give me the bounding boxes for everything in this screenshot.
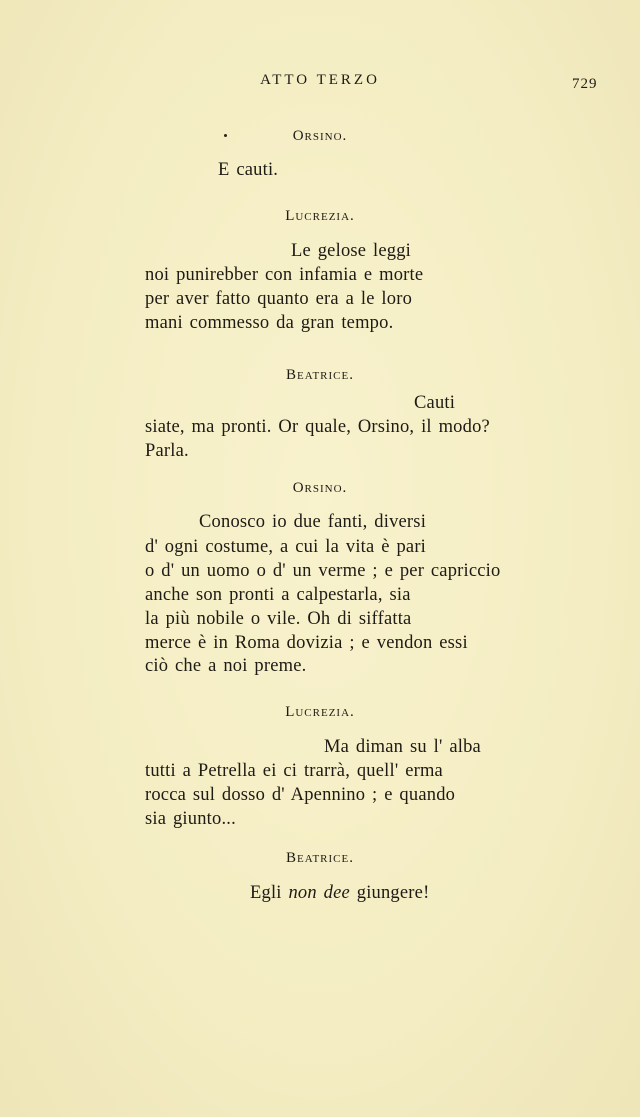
speaker-lucrezia: Lucrezia. <box>285 704 355 720</box>
verse-line: anche son pronti a calpestarla, sia <box>145 585 411 605</box>
verse-line: Cauti <box>414 393 456 413</box>
speaker-beatrice: Beatrice. <box>286 367 354 383</box>
verse-line: Ma diman su l' alba <box>324 737 481 757</box>
speaker-beatrice: Beatrice. <box>286 850 354 866</box>
page-number: 729 <box>572 76 598 92</box>
verse-line: Conosco io due fanti, diversi <box>199 512 427 532</box>
verse-line: o d' un uomo o d' un verme ; e per capriccio <box>145 561 501 581</box>
verse-line: mani commesso da gran tempo. <box>145 313 394 333</box>
running-head: ATTO TERZO <box>260 72 380 88</box>
verse-line: Parla. <box>145 441 189 461</box>
speaker-orsino: Orsino. <box>292 480 348 496</box>
verse-line: Le gelose leggi <box>291 241 412 261</box>
verse-line: tutti a Petrella ei ci trarrà, quell' erma <box>145 761 443 781</box>
verse-line: siate, ma pronti. Or quale, Orsino, il modo? <box>145 417 490 437</box>
verse-line-final <box>250 883 429 904</box>
verse-line: per aver fatto quanto era a le loro <box>145 289 413 309</box>
verse-line: la più nobile o vile. Oh di siffatta <box>145 609 412 629</box>
verse-text: giungere! <box>349 883 430 903</box>
verse-line: d' ogni costume, a cui la vita è pari <box>145 537 427 557</box>
verse-line: merce è in Roma dovizia ; e vendon essi <box>145 633 468 653</box>
verse-line: noi punirebber con infamia e morte <box>145 265 424 285</box>
verse-line: rocca sul dosso d' Apennino ; e quando <box>145 785 456 805</box>
verse-text: Egli <box>250 883 289 903</box>
speaker-orsino: Orsino. <box>292 128 348 144</box>
verse-line: E cauti. <box>218 160 279 180</box>
verse-line: ciò che a noi preme. <box>145 656 307 676</box>
verse-line: sia giunto... <box>145 809 236 829</box>
verse-italic-text: non dee <box>288 883 350 903</box>
speaker-lucrezia: Lucrezia. <box>285 208 355 224</box>
